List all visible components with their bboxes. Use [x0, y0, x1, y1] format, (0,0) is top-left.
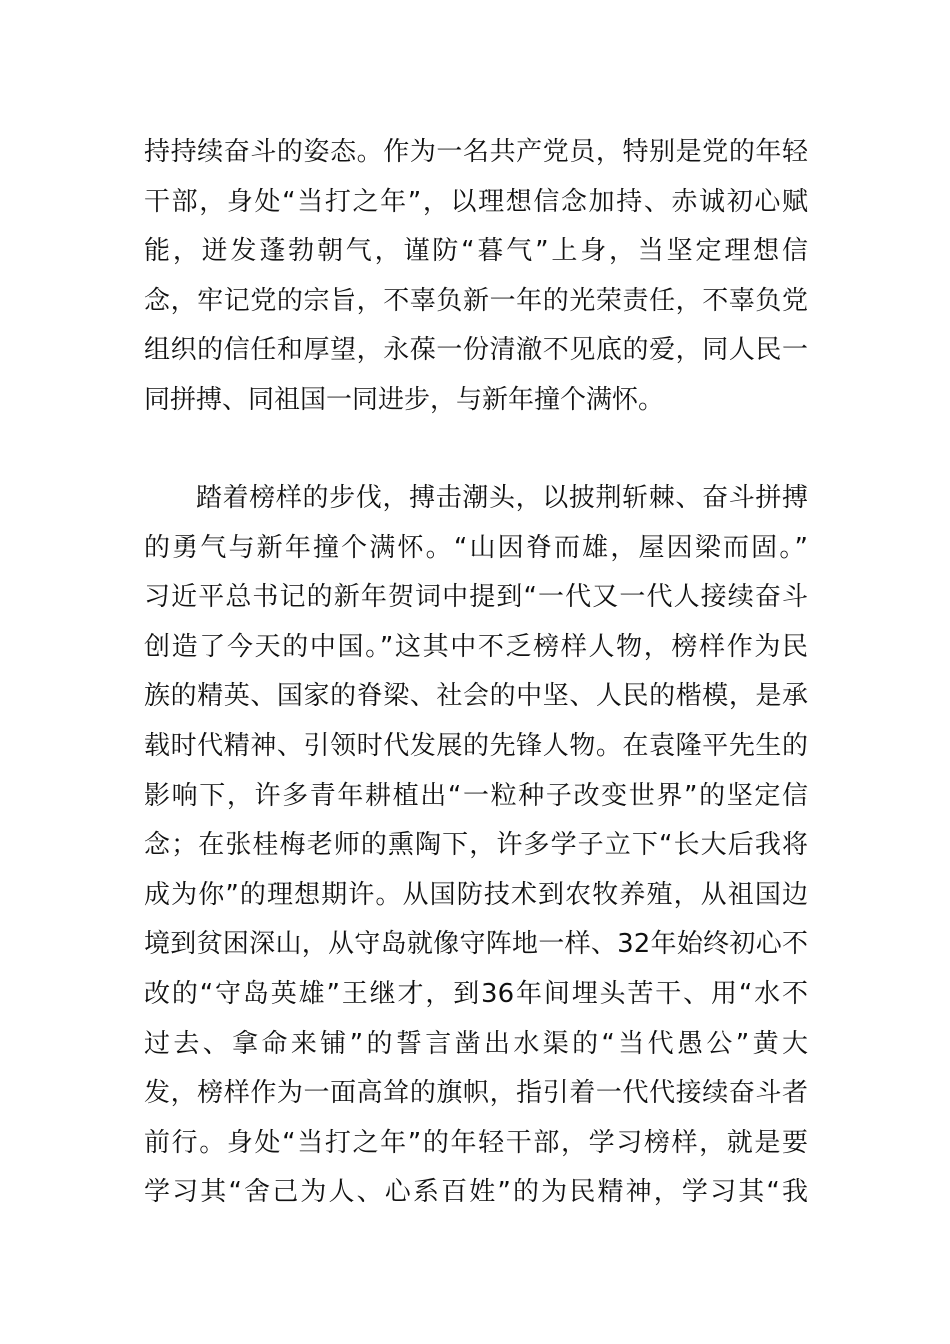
text-line: 境到贫困深山，从守岛就像守阵地一样、32年始终初心不	[144, 929, 808, 960]
text-line: 同拼搏、同祖国一同进步，与新年撞个满怀。	[144, 384, 665, 415]
text-line: 念；在张桂梅老师的熏陶下，许多学子立下“长大后我将	[144, 830, 808, 861]
text-line: 能，迸发蓬勃朝气，谨防“暮气”上身，当坚定理想信	[144, 236, 808, 267]
text-line: 持持续奋斗的姿态。作为一名共产党员，特别是党的年轻	[144, 137, 808, 167]
text-line: 族的精英、国家的脊梁、社会的中坚、人民的楷模，是承	[144, 681, 808, 712]
text-line: 学习其“舍己为人、心系百姓”的为民精神，学习其“我	[144, 1177, 808, 1208]
text-line: 干部，身处“当打之年”，以理想信念加持、赤诚初心赋	[144, 186, 808, 217]
text-line: 前行。身处“当打之年”的年轻干部，学习榜样，就是要	[144, 1127, 808, 1158]
text-line: 成为你”的理想期许。从国防技术到农牧养殖，从祖国边	[144, 879, 808, 910]
text-line: 影响下，许多青年耕植出“一粒种子改变世界”的坚定信	[144, 780, 808, 811]
text-line: 过去、拿命来铺”的誓言凿出水渠的“当代愚公”黄大	[144, 1028, 808, 1059]
paragraph-1	[144, 128, 808, 426]
text-line: 的勇气与新年撞个满怀。“山因脊而雄，屋因梁而固。”	[144, 532, 808, 563]
text-line: 发，榜样作为一面高耸的旗帜，指引着一代代接续奋斗者	[144, 1078, 808, 1109]
text-line: 改的“守岛英雄”王继才，到36年间埋头苦干、用“水不	[144, 978, 808, 1009]
text-line: 念，牢记党的宗旨，不辜负新一年的光荣责任，不辜负党	[144, 285, 808, 316]
paragraph-2	[144, 474, 808, 1218]
text-line: 创造了今天的中国。”这其中不乏榜样人物，榜样作为民	[144, 631, 808, 662]
text-line: 踏着榜样的步伐，搏击潮头，以披荆斩棘、奋斗拼搏	[196, 483, 808, 513]
text-line: 载时代精神、引领时代发展的先锋人物。在袁隆平先生的	[144, 730, 808, 761]
text-line: 组织的信任和厚望，永葆一份清澈不见底的爱，同人民一	[144, 335, 808, 366]
text-line: 习近平总书记的新年贺词中提到“一代又一代人接续奋斗	[144, 582, 808, 613]
